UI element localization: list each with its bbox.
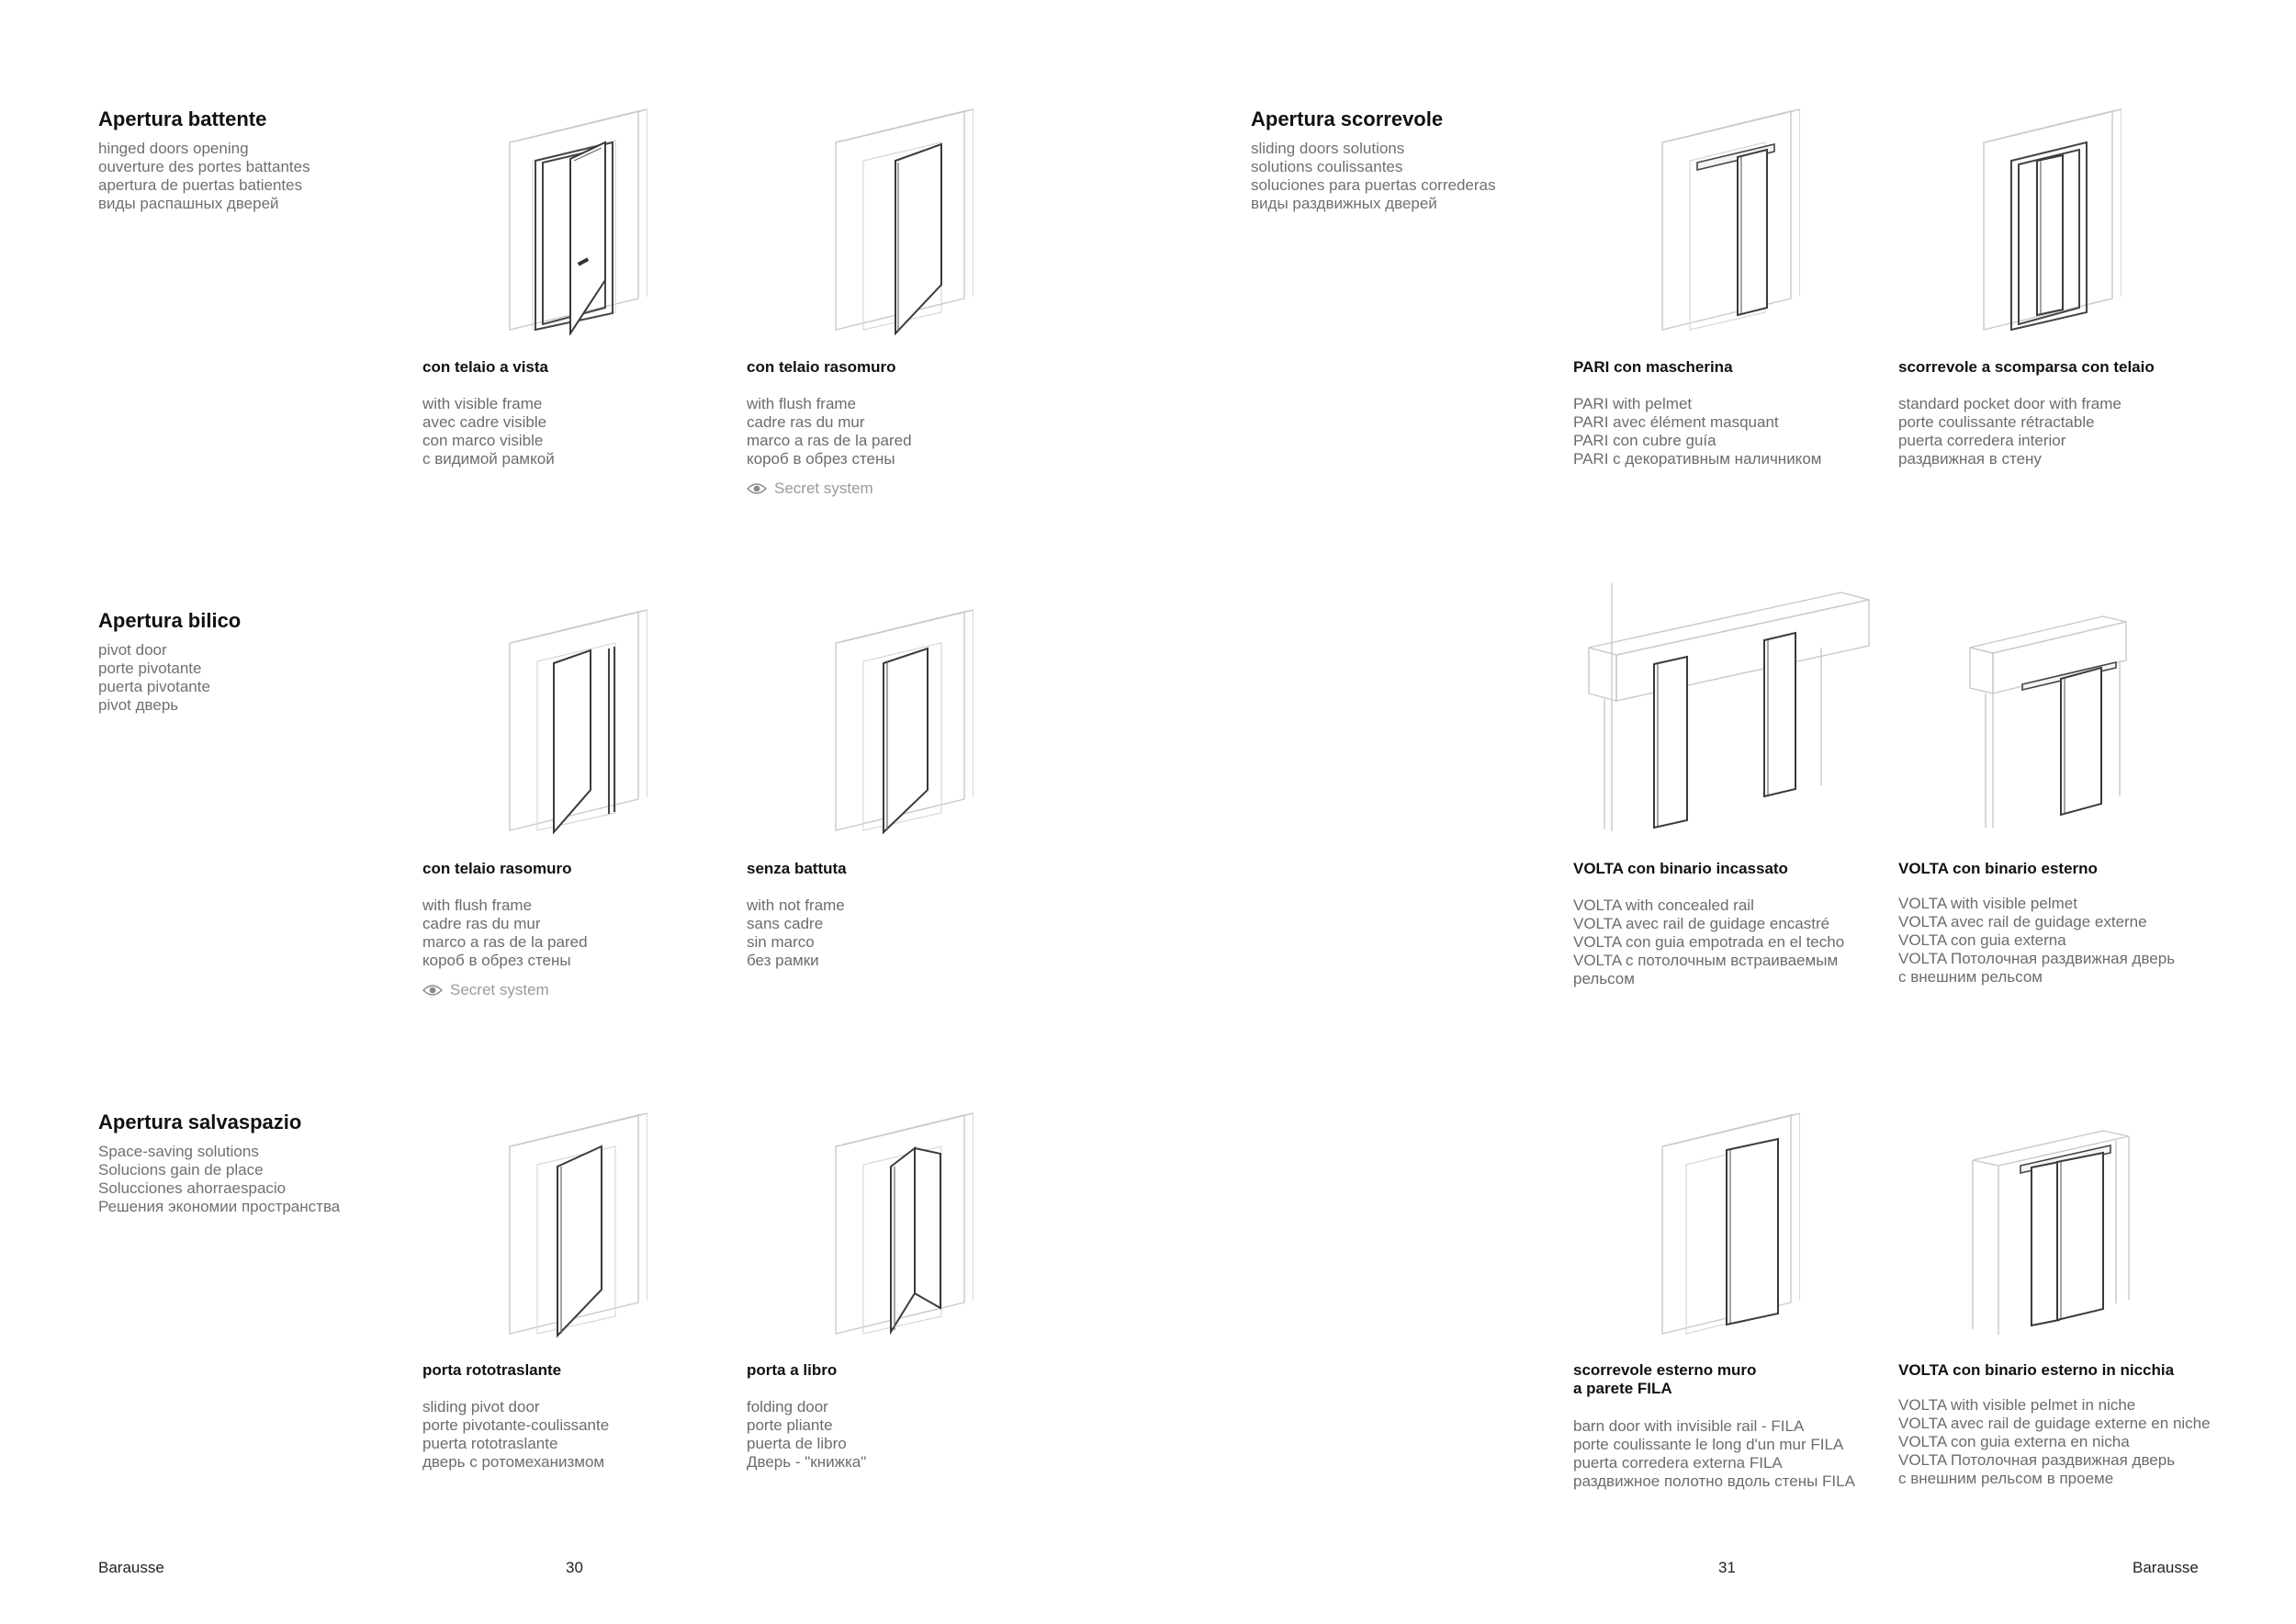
item-title bbox=[422, 358, 548, 377]
desc-line: PARI avec élément masquant bbox=[1573, 413, 1779, 431]
desc-line: VOLTA Потолочная раздвижная дверь bbox=[1898, 950, 2176, 967]
desc-line: with flush frame bbox=[747, 395, 857, 412]
desc-line: VOLTA with visible pelmet bbox=[1898, 895, 2077, 912]
desc-line: VOLTA with visible pelmet in niche bbox=[1898, 1396, 2136, 1414]
volta-external-rail-icon bbox=[1965, 602, 2131, 831]
desc-line: sliding pivot door bbox=[422, 1398, 540, 1415]
item-title bbox=[422, 860, 571, 878]
sliding-door-pelmet-icon bbox=[1653, 106, 1800, 335]
subtitle-line: ouverture des portes battantes bbox=[98, 158, 310, 175]
desc-line: sin marco bbox=[747, 933, 815, 951]
secret-system-badge bbox=[747, 479, 873, 498]
item-title bbox=[747, 358, 895, 377]
subtitle-line: apertura de puertas batientes bbox=[98, 176, 303, 194]
item-title bbox=[1898, 358, 2155, 377]
desc-line: porte coulissante rétractable bbox=[1898, 413, 2095, 431]
item-description bbox=[747, 395, 912, 468]
item-title-line: scorrevole esterno muro bbox=[1573, 1361, 1757, 1379]
desc-line: PARI with pelmet bbox=[1573, 395, 1693, 412]
desc-line: avec cadre visible bbox=[422, 413, 547, 431]
desc-line: sans cadre bbox=[747, 915, 824, 932]
item-title bbox=[747, 1361, 837, 1380]
desc-line: дверь с ротомеханизмом bbox=[422, 1453, 605, 1471]
item-title bbox=[1573, 860, 1788, 878]
desc-line: with visible frame bbox=[422, 395, 543, 412]
section-title: Apertura salvaspazio bbox=[98, 1111, 302, 1133]
subtitle-line: sliding doors solutions bbox=[1251, 140, 1405, 157]
item-description bbox=[1573, 897, 1844, 988]
item-description bbox=[747, 1398, 866, 1472]
item-title-line: con telaio a vista bbox=[422, 358, 548, 376]
item-description bbox=[1573, 1417, 1855, 1491]
door-hinged-flush-frame-icon bbox=[827, 106, 974, 335]
desc-line: VOLTA avec rail de guidage externe bbox=[1898, 913, 2147, 930]
item-title bbox=[1573, 1361, 1756, 1398]
item-title-line: con telaio rasomuro bbox=[422, 860, 572, 877]
desc-line: folding door bbox=[747, 1398, 828, 1415]
subtitle-line: puerta pivotante bbox=[98, 678, 210, 695]
desc-line: puerta corredera externa FILA bbox=[1573, 1454, 1783, 1472]
desc-line: with flush frame bbox=[422, 897, 533, 914]
section-title: Apertura bilico bbox=[98, 609, 242, 632]
desc-line: Дверь - "книжка" bbox=[747, 1453, 867, 1471]
subtitle-line: Space-saving solutions bbox=[98, 1143, 259, 1160]
subtitle-line: Solucciones ahorraespacio bbox=[98, 1179, 287, 1197]
subtitle-line: pivot дверь bbox=[98, 696, 179, 714]
pivot-door-flush-frame-icon bbox=[501, 606, 647, 836]
subtitle-line: porte pivotante bbox=[98, 660, 202, 677]
item-title bbox=[747, 860, 847, 878]
section-subtitles bbox=[1251, 140, 1495, 213]
desc-line: с внешним рельсом в проеме bbox=[1898, 1470, 2114, 1487]
subtitle-line: soluciones para puertas correderas bbox=[1251, 176, 1496, 194]
item-description bbox=[1898, 895, 2175, 987]
desc-line: VOLTA con guia empotrada en el techo bbox=[1573, 933, 1845, 951]
desc-line: VOLTA avec rail de guidage encastré bbox=[1573, 915, 1830, 932]
desc-line: with not frame bbox=[747, 897, 845, 914]
item-description bbox=[422, 395, 555, 468]
desc-line: con marco visible bbox=[422, 432, 544, 449]
desc-line: короб в обрез стены bbox=[422, 952, 571, 969]
item-description bbox=[1573, 395, 1821, 468]
secret-system-badge bbox=[422, 981, 549, 999]
section-title: Apertura battente bbox=[98, 107, 267, 130]
desc-line: puerta de libro bbox=[747, 1435, 847, 1452]
desc-line: PARI con cubre guía bbox=[1573, 432, 1716, 449]
item-description bbox=[422, 897, 588, 970]
section-subtitles bbox=[98, 641, 210, 715]
item-description bbox=[422, 1398, 609, 1472]
desc-line: VOLTA con guia externa en nicha bbox=[1898, 1433, 2130, 1450]
door-hinged-visible-frame-icon bbox=[501, 106, 647, 335]
desc-line: puerta corredera interior bbox=[1898, 432, 2066, 449]
page-number-left: 30 bbox=[566, 1559, 583, 1576]
desc-line: VOLTA with concealed rail bbox=[1573, 897, 1754, 914]
eye-icon bbox=[422, 984, 443, 997]
page-number-right: 31 bbox=[1718, 1559, 1736, 1576]
desc-line: porte pivotante-coulissante bbox=[422, 1416, 610, 1434]
item-description bbox=[1898, 1396, 2211, 1488]
item-title-line: PARI con mascherina bbox=[1573, 358, 1733, 376]
desc-line: marco a ras de la pared bbox=[422, 933, 588, 951]
subtitle-line: Решения экономии пространства bbox=[98, 1198, 341, 1215]
desc-line: VOLTA с потолочным встраиваемым bbox=[1573, 952, 1839, 969]
item-title-line: VOLTA con binario incassato bbox=[1573, 860, 1788, 877]
item-title bbox=[1898, 860, 2098, 878]
desc-line: короб в обрез стены bbox=[747, 450, 895, 468]
desc-line: cadre ras du mur bbox=[747, 413, 865, 431]
pocket-door-icon bbox=[1975, 106, 2122, 335]
subtitle-line: hinged doors opening bbox=[98, 140, 249, 157]
eye-icon bbox=[747, 482, 767, 495]
item-title-line: a parete FILA bbox=[1573, 1380, 1672, 1397]
pivot-door-no-frame-icon bbox=[827, 606, 974, 836]
desc-line: marco a ras de la pared bbox=[747, 432, 912, 449]
desc-line: barn door with invisible rail - FILA bbox=[1573, 1417, 1805, 1435]
item-title bbox=[1573, 358, 1733, 377]
item-title-line: scorrevole a scomparsa con telaio bbox=[1898, 358, 2155, 376]
footer-brand-left: Barausse bbox=[98, 1559, 164, 1576]
desc-line: PARI с декоративным наличником bbox=[1573, 450, 1822, 468]
volta-concealed-rail-icon bbox=[1584, 583, 1878, 840]
footer-brand-right: Barausse bbox=[2133, 1559, 2199, 1576]
desc-line: VOLTA Потолочная раздвижная дверь bbox=[1898, 1451, 2176, 1469]
section-subtitles bbox=[98, 140, 310, 213]
desc-line: standard pocket door with frame bbox=[1898, 395, 2122, 412]
subtitle-line: solutions coulissantes bbox=[1251, 158, 1403, 175]
desc-line: раздвижная в стену bbox=[1898, 450, 2042, 468]
section-subtitles bbox=[98, 1143, 340, 1216]
section-title: Apertura scorrevole bbox=[1251, 107, 1444, 130]
subtitle-line: Solucions gain de place bbox=[98, 1161, 264, 1179]
desc-line: VOLTA con guia externa bbox=[1898, 931, 2066, 949]
item-title-line: con telaio rasomuro bbox=[747, 358, 896, 376]
secret-system-label: Secret system bbox=[450, 981, 549, 998]
desc-line: с внешним рельсом bbox=[1898, 968, 2043, 986]
desc-line: cadre ras du mur bbox=[422, 915, 541, 932]
desc-line: раздвижное полотно вдоль стены FILA bbox=[1573, 1472, 1855, 1490]
subtitle-line: pivot door bbox=[98, 641, 167, 659]
folding-door-icon bbox=[827, 1110, 974, 1339]
item-title-line: porta a libro bbox=[747, 1361, 838, 1379]
item-title bbox=[422, 1361, 561, 1380]
desc-line: рельсом bbox=[1573, 970, 1635, 987]
subtitle-line: виды распашных дверей bbox=[98, 195, 279, 212]
desc-line: с видимой рамкой bbox=[422, 450, 555, 468]
subtitle-line: виды раздвижных дверей bbox=[1251, 195, 1437, 212]
desc-line: VOLTA avec rail de guidage externe en niche bbox=[1898, 1415, 2211, 1432]
desc-line: porte pliante bbox=[747, 1416, 833, 1434]
item-description bbox=[1898, 395, 2122, 468]
barn-door-icon bbox=[1653, 1110, 1800, 1339]
item-title-line: VOLTA con binario esterno in nicchia bbox=[1898, 1361, 2175, 1379]
item-title-line: senza battuta bbox=[747, 860, 847, 877]
desc-line: без рамки bbox=[747, 952, 819, 969]
sliding-pivot-door-icon bbox=[501, 1110, 647, 1339]
desc-line: puerta rototraslante bbox=[422, 1435, 558, 1452]
item-title-line: porta rototraslante bbox=[422, 1361, 562, 1379]
item-title bbox=[1898, 1361, 2174, 1380]
item-title-line: VOLTA con binario esterno bbox=[1898, 860, 2098, 877]
volta-niche-rail-icon bbox=[1965, 1116, 2140, 1341]
item-description bbox=[747, 897, 845, 970]
desc-line: porte coulissante le long d'un mur FILA bbox=[1573, 1436, 1844, 1453]
secret-system-label: Secret system bbox=[774, 479, 873, 497]
